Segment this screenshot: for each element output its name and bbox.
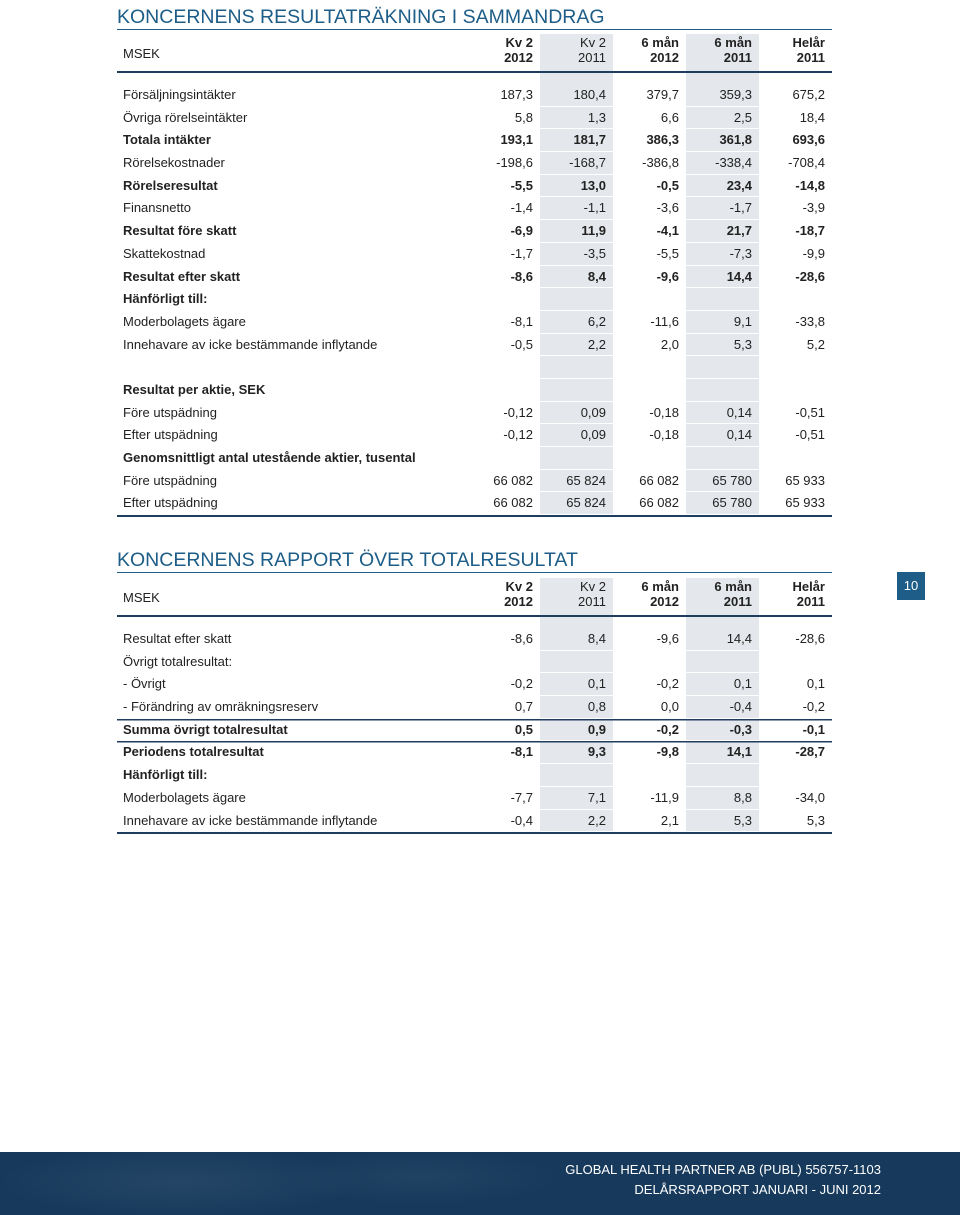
table-header-row: [117, 34, 832, 71]
row-label: Resultat per aktie, SEK: [117, 379, 467, 402]
empty-cell: [467, 617, 540, 628]
empty-cell: [686, 288, 759, 311]
row-value: 193,1: [467, 129, 540, 152]
row-value: -28,6: [759, 628, 832, 651]
row-value: 11,9: [540, 220, 613, 243]
column-year: 2011: [578, 594, 606, 609]
table-row: [117, 696, 832, 719]
row-value: -0,12: [467, 424, 540, 447]
table-row: [117, 787, 832, 810]
row-value: 187,3: [467, 84, 540, 107]
row-label: Hänförligt till:: [117, 288, 467, 311]
row-value: -6,9: [467, 220, 540, 243]
row-value: -1,7: [686, 197, 759, 220]
row-value: -0,4: [686, 696, 759, 719]
comprehensive-income-table: [117, 578, 832, 834]
row-value: 5,8: [467, 107, 540, 130]
row-value: 0,7: [467, 696, 540, 719]
row-value: -198,6: [467, 152, 540, 175]
row-value: 8,4: [540, 628, 613, 651]
row-value: -5,5: [467, 175, 540, 198]
row-value: -708,4: [759, 152, 832, 175]
empty-cell: [759, 73, 832, 84]
column-header: [613, 578, 686, 615]
table-row: [117, 379, 832, 402]
column-header: [467, 578, 540, 615]
empty-cell: [613, 617, 686, 628]
row-value: 379,7: [613, 84, 686, 107]
row-value: -5,5: [613, 243, 686, 266]
empty-cell: [540, 764, 613, 787]
row-value: -0,18: [613, 424, 686, 447]
unit-label: MSEK: [123, 46, 160, 61]
empty-cell: [467, 447, 540, 470]
row-value: 0,0: [613, 696, 686, 719]
row-label: Totala intäkter: [117, 129, 467, 152]
footer-band: [0, 1152, 960, 1215]
empty-cell: [467, 764, 540, 787]
column-header: [467, 34, 540, 71]
row-value: 65 824: [540, 492, 613, 515]
empty-cell: [686, 73, 759, 84]
row-value: -168,7: [540, 152, 613, 175]
row-value: 9,1: [686, 311, 759, 334]
empty-cell: [613, 651, 686, 674]
row-value: -11,9: [613, 787, 686, 810]
empty-cell: [540, 651, 613, 674]
column-header: [759, 578, 832, 615]
row-label: Moderbolagets ägare: [117, 311, 467, 334]
row-value: 0,1: [540, 673, 613, 696]
column-period: 6 mån: [641, 35, 679, 50]
column-header: [540, 34, 613, 71]
empty-cell: [613, 447, 686, 470]
row-label: Resultat före skatt: [117, 220, 467, 243]
table-row: [117, 810, 832, 833]
column-period: Helår: [792, 35, 825, 50]
row-value: -0,2: [759, 696, 832, 719]
row-label: Finansnetto: [117, 197, 467, 220]
row-value: 361,8: [686, 129, 759, 152]
row-value: -0,12: [467, 402, 540, 425]
row-value: 0,09: [540, 424, 613, 447]
row-value: 23,4: [686, 175, 759, 198]
empty-cell: [613, 288, 686, 311]
row-value: -9,6: [613, 266, 686, 289]
row-value: -9,8: [613, 741, 686, 764]
empty-cell: [467, 356, 540, 379]
row-label: Hänförligt till:: [117, 764, 467, 787]
row-value: 8,4: [540, 266, 613, 289]
row-value: 5,3: [686, 810, 759, 833]
row-value: 0,1: [686, 673, 759, 696]
unit-label: MSEK: [123, 590, 160, 605]
row-label: Före utspädning: [117, 470, 467, 493]
row-label: Efter utspädning: [117, 492, 467, 515]
row-value: 13,0: [540, 175, 613, 198]
row-value: -4,1: [613, 220, 686, 243]
table-row: [117, 334, 832, 357]
table-row: [117, 152, 832, 175]
row-value: 2,2: [540, 334, 613, 357]
row-value: 0,5: [467, 719, 540, 742]
row-label: Summa övrigt totalresultat: [117, 719, 467, 742]
table-row: [117, 402, 832, 425]
table-row: [117, 129, 832, 152]
row-label: Genomsnittligt antal utestående aktier, tusental: [117, 447, 467, 470]
row-value: -1,7: [467, 243, 540, 266]
column-period: Helår: [792, 579, 825, 594]
row-value: -0,2: [467, 673, 540, 696]
empty-cell: [759, 356, 832, 379]
row-value: 0,09: [540, 402, 613, 425]
empty-cell: [540, 288, 613, 311]
column-year: 2011: [723, 50, 752, 65]
row-value: -34,0: [759, 787, 832, 810]
row-value: 5,3: [759, 810, 832, 833]
row-value: 6,2: [540, 311, 613, 334]
row-label: - Förändring av omräkningsreserv: [117, 696, 467, 719]
footer-company: GLOBAL HEALTH PARTNER AB (PUBL) 556757-1103: [565, 1162, 881, 1177]
empty-cell: [467, 288, 540, 311]
row-label: Innehavare av icke bestämmande inflytande: [117, 810, 467, 833]
row-value: -3,5: [540, 243, 613, 266]
row-value: 0,14: [686, 402, 759, 425]
row-value: 14,4: [686, 628, 759, 651]
row-value: -3,9: [759, 197, 832, 220]
empty-cell: [540, 356, 613, 379]
row-value: 6,6: [613, 107, 686, 130]
column-year: 2011: [796, 50, 825, 65]
table-row: [117, 628, 832, 651]
row-value: -0,2: [613, 673, 686, 696]
row-value: -8,6: [467, 266, 540, 289]
column-header: [613, 34, 686, 71]
table-row: [117, 651, 832, 674]
row-label: - Övrigt: [117, 673, 467, 696]
table-row: [117, 197, 832, 220]
row-value: 14,1: [686, 741, 759, 764]
row-value: -0,3: [686, 719, 759, 742]
table-row: [117, 311, 832, 334]
row-value: -0,4: [467, 810, 540, 833]
row-value: -7,3: [686, 243, 759, 266]
row-value: 675,2: [759, 84, 832, 107]
column-period: Kv 2: [579, 35, 606, 50]
page-number-badge: 10: [897, 572, 925, 600]
column-year: 2011: [578, 50, 606, 65]
row-value: 8,8: [686, 787, 759, 810]
row-value: -0,18: [613, 402, 686, 425]
empty-cell: [686, 651, 759, 674]
empty-label: [117, 356, 467, 379]
row-value: 9,3: [540, 741, 613, 764]
empty-cell: [759, 764, 832, 787]
row-value: -33,8: [759, 311, 832, 334]
row-label: Resultat efter skatt: [117, 628, 467, 651]
empty-cell: [686, 356, 759, 379]
header-spacer: [117, 73, 832, 84]
row-value: 66 082: [613, 470, 686, 493]
row-value: -386,8: [613, 152, 686, 175]
row-value: 1,3: [540, 107, 613, 130]
footer-text: [565, 1160, 881, 1200]
column-header: [540, 578, 613, 615]
row-label: Övrigt totalresultat:: [117, 651, 467, 674]
row-value: -0,51: [759, 402, 832, 425]
empty-cell: [540, 379, 613, 402]
row-label: Resultat efter skatt: [117, 266, 467, 289]
row-value: 66 082: [467, 492, 540, 515]
empty-cell: [540, 447, 613, 470]
table-row: [117, 741, 832, 764]
row-value: -7,7: [467, 787, 540, 810]
column-period: Kv 2: [505, 35, 533, 50]
income-statement-title: KONCERNENS RESULTATRÄKNING I SAMMANDRAG: [117, 5, 832, 30]
row-label: Innehavare av icke bestämmande inflytande: [117, 334, 467, 357]
table-row: [117, 470, 832, 493]
column-period: 6 mån: [714, 579, 752, 594]
table-row: [117, 764, 832, 787]
row-label: Försäljningsintäkter: [117, 84, 467, 107]
empty-cell: [467, 651, 540, 674]
table-row: [117, 107, 832, 130]
table-row: [117, 175, 832, 198]
row-value: 66 082: [613, 492, 686, 515]
table-row: [117, 673, 832, 696]
row-label: Moderbolagets ägare: [117, 787, 467, 810]
row-label: Skattekostnad: [117, 243, 467, 266]
empty-cell: [759, 617, 832, 628]
row-value: 181,7: [540, 129, 613, 152]
row-value: -11,6: [613, 311, 686, 334]
column-header: [686, 34, 759, 71]
empty-cell: [613, 764, 686, 787]
row-value: -8,6: [467, 628, 540, 651]
table-row: [117, 288, 832, 311]
row-value: 0,1: [759, 673, 832, 696]
empty-label: [117, 617, 467, 628]
column-period: Kv 2: [505, 579, 533, 594]
row-value: 66 082: [467, 470, 540, 493]
table-row: [117, 266, 832, 289]
section-gap: [117, 356, 832, 379]
empty-cell: [759, 379, 832, 402]
row-value: 2,5: [686, 107, 759, 130]
row-value: -3,6: [613, 197, 686, 220]
row-value: 5,2: [759, 334, 832, 357]
row-value: -0,51: [759, 424, 832, 447]
row-value: -0,5: [467, 334, 540, 357]
empty-cell: [686, 447, 759, 470]
empty-cell: [759, 447, 832, 470]
row-value: 5,3: [686, 334, 759, 357]
row-value: 2,1: [613, 810, 686, 833]
row-value: -28,7: [759, 741, 832, 764]
row-value: 2,2: [540, 810, 613, 833]
row-value: -9,9: [759, 243, 832, 266]
row-value: 693,6: [759, 129, 832, 152]
column-year: 2012: [650, 50, 679, 65]
row-value: 359,3: [686, 84, 759, 107]
empty-cell: [613, 73, 686, 84]
row-value: -0,1: [759, 719, 832, 742]
empty-cell: [540, 73, 613, 84]
row-value: 180,4: [540, 84, 613, 107]
row-value: 7,1: [540, 787, 613, 810]
row-value: -9,6: [613, 628, 686, 651]
column-period: Kv 2: [579, 579, 606, 594]
row-value: 0,14: [686, 424, 759, 447]
row-value: -1,4: [467, 197, 540, 220]
row-value: 65 933: [759, 492, 832, 515]
row-value: -0,5: [613, 175, 686, 198]
row-value: -14,8: [759, 175, 832, 198]
column-year: 2011: [796, 594, 825, 609]
empty-label: [117, 73, 467, 84]
empty-cell: [686, 379, 759, 402]
empty-cell: [467, 73, 540, 84]
empty-cell: [540, 617, 613, 628]
empty-cell: [759, 288, 832, 311]
row-value: 65 780: [686, 470, 759, 493]
row-label: Periodens totalresultat: [117, 741, 467, 764]
table-row: [117, 492, 832, 515]
row-value: 0,8: [540, 696, 613, 719]
row-value: 65 780: [686, 492, 759, 515]
row-label: Rörelseresultat: [117, 175, 467, 198]
row-value: -1,1: [540, 197, 613, 220]
column-period: 6 mån: [641, 579, 679, 594]
table-header-row: [117, 578, 832, 615]
row-label: Före utspädning: [117, 402, 467, 425]
column-year: 2012: [504, 50, 533, 65]
row-value: 0,9: [540, 719, 613, 742]
row-value: -338,4: [686, 152, 759, 175]
row-label: Efter utspädning: [117, 424, 467, 447]
row-value: 65 824: [540, 470, 613, 493]
row-value: 65 933: [759, 470, 832, 493]
row-value: 2,0: [613, 334, 686, 357]
empty-cell: [686, 617, 759, 628]
row-label: Rörelsekostnader: [117, 152, 467, 175]
row-value: -18,7: [759, 220, 832, 243]
column-year: 2011: [723, 594, 752, 609]
income-statement-table: [117, 34, 832, 517]
column-period: 6 mån: [714, 35, 752, 50]
column-year: 2012: [504, 594, 533, 609]
row-value: -0,2: [613, 719, 686, 742]
table-row: [117, 447, 832, 470]
table-row: [117, 719, 832, 742]
empty-cell: [613, 356, 686, 379]
bottom-rule: [117, 832, 832, 834]
column-header: [686, 578, 759, 615]
empty-cell: [686, 764, 759, 787]
footer-report-title: DELÅRSRAPPORT JANUARI - JUNI 2012: [634, 1182, 881, 1197]
comprehensive-income-title: KONCERNENS RAPPORT ÖVER TOTALRESULTAT: [117, 548, 832, 573]
table-row: [117, 220, 832, 243]
row-value: 386,3: [613, 129, 686, 152]
row-value: -8,1: [467, 311, 540, 334]
table-row: [117, 243, 832, 266]
row-value: -8,1: [467, 741, 540, 764]
row-value: 14,4: [686, 266, 759, 289]
bottom-rule: [117, 515, 832, 517]
table-row: [117, 84, 832, 107]
header-spacer: [117, 617, 832, 628]
empty-cell: [759, 651, 832, 674]
row-label: Övriga rörelseintäkter: [117, 107, 467, 130]
column-year: 2012: [650, 594, 679, 609]
empty-cell: [613, 379, 686, 402]
row-value: 21,7: [686, 220, 759, 243]
row-value: -28,6: [759, 266, 832, 289]
empty-cell: [467, 379, 540, 402]
row-value: 18,4: [759, 107, 832, 130]
table-row: [117, 424, 832, 447]
column-header: [759, 34, 832, 71]
